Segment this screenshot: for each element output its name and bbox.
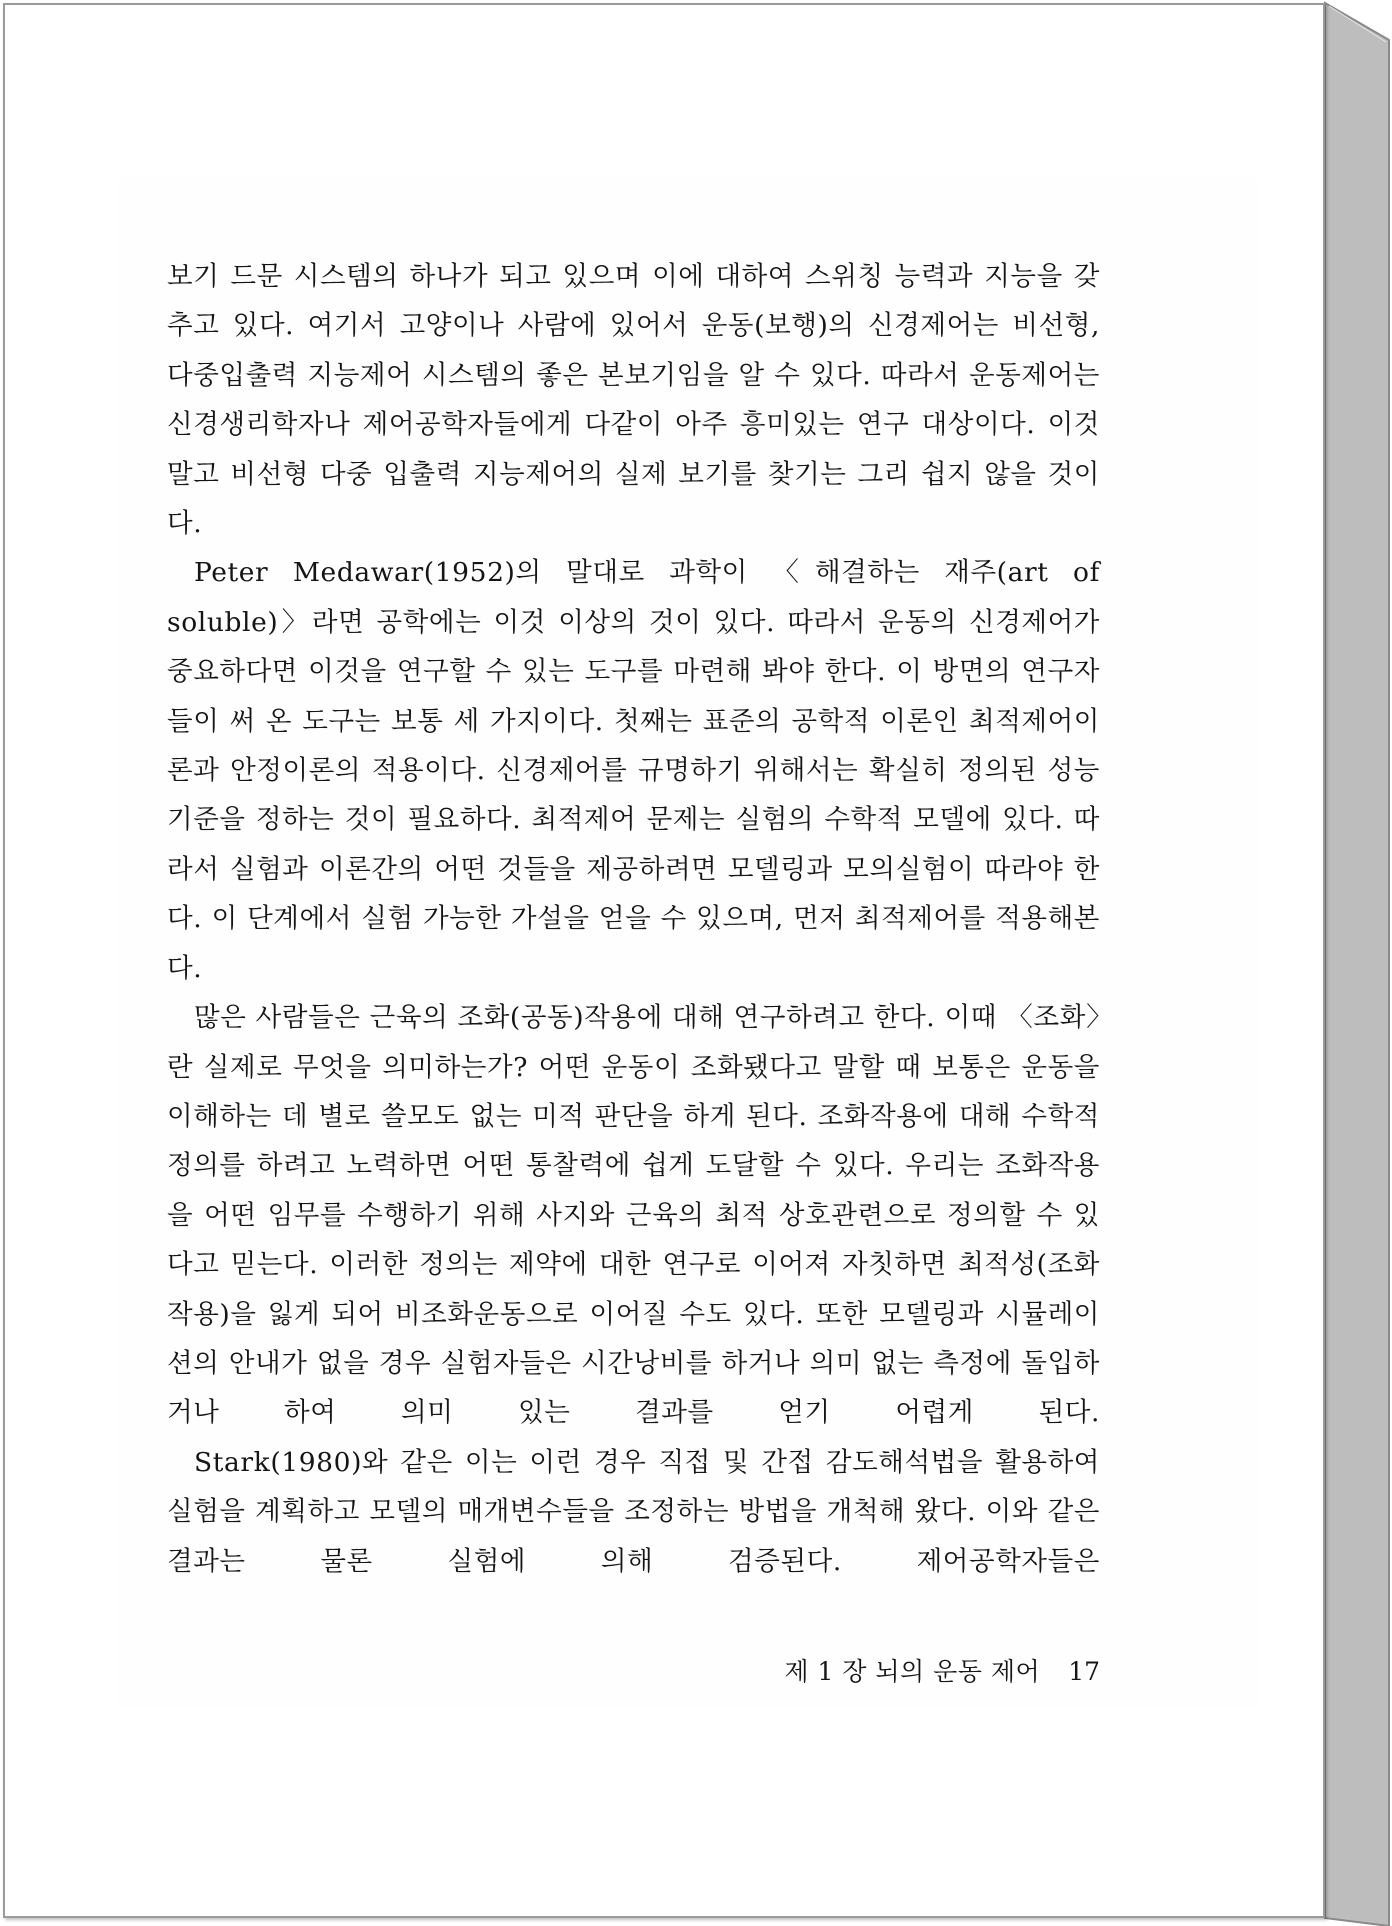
paragraph-1: 보기 드문 시스템의 하나가 되고 있으며 이에 대하여 스위칭 능력과 지능을 갖추고 있다. 여기서 고양이나 사람에 있어서 운동(보행)의 신경제어는 비선형, 다중입출력 지능제어 시스템의 좋은 본보기임을 알 수 있다. 따라서 운동제어는 신경생리학자나 제어공학자들에게 다같이 아주 흥미있는 연구 대상이다. 이것 말고 비선형 다중 입출력 지능제어의 실제 보기를 찾기는 그리 쉽지 않을 것이다. (167, 261, 1100, 540)
paragraph-4: Stark(1980)와 같은 이는 이런 경우 직접 및 간접 감도해석법을 활용하여 실험을 계획하고 모델의 매개변수들을 조정하는 방법을 개척해 왔다. 이와 같은 결과는 물론 실험에 의해 검증된다. 제어공학자들은 (167, 1446, 1100, 1577)
chapter-title: 제 1 장 뇌의 운동 제어 (784, 1657, 1041, 1686)
page-number: 17 (1068, 1657, 1100, 1686)
body-text (167, 252, 1100, 1586)
page-footer (748, 1652, 1100, 1688)
paragraph-2: Peter Medawar(1952)의 말대로 과학이 〈해결하는 재주(art of soluble)〉라면 공학에는 이것 이상의 것이 있다. 따라서 운동의 신경제어가 중요하다면 이것을 연구할 수 있는 도구를 마련해 봐야 한다. 이 방면의 연구자들이 써 온 도구는 보통 세 가지이다. 첫째는 표준의 공학적 이론인 최적제어이론과 안정이론의 적용이다. 신경제어를 규명하기 위해서는 확실히 정의된 성능기준을 정하는 것이 필요하다. 최적제어 문제는 실험의 수학적 모델에 있다. 따라서 실험과 이론간의 어떤 것들을 제공하려면 모델링과 모의실험이 따라야 한다. 이 단계에서 실험 가능한 가설을 얻을 수 있으며, 먼저 최적제어를 적용해본다. (167, 557, 1100, 984)
paragraph-3: 많은 사람들은 근육의 조화(공동)작용에 대해 연구하려고 한다. 이때 〈조화〉란 실제로 무엇을 의미하는가? 어떤 운동이 조화됐다고 말할 때 보통은 운동을 이해하는 데 별로 쓸모도 없는 미적 판단을 하게 된다. 조화작용에 대해 수학적 정의를 하려고 노력하면 어떤 통찰력에 쉽게 도달할 수 있다. 우리는 조화작용을 어떤 임무를 수행하기 위해 사지와 근육의 최적 상호관련으로 정의할 수 있다고 믿는다. 이러한 정의는 제약에 대한 연구로 이어져 자칫하면 최적성(조화작용)을 잃게 되어 비조화운동으로 이어질 수도 있다. 또한 모델링과 시뮬레이션의 안내가 없을 경우 실험자들은 시간낭비를 하거나 의미 없는 측정에 돌입하거나 하여 의미 있는 결과를 얻기 어렵게 된다. (167, 1002, 1100, 1429)
